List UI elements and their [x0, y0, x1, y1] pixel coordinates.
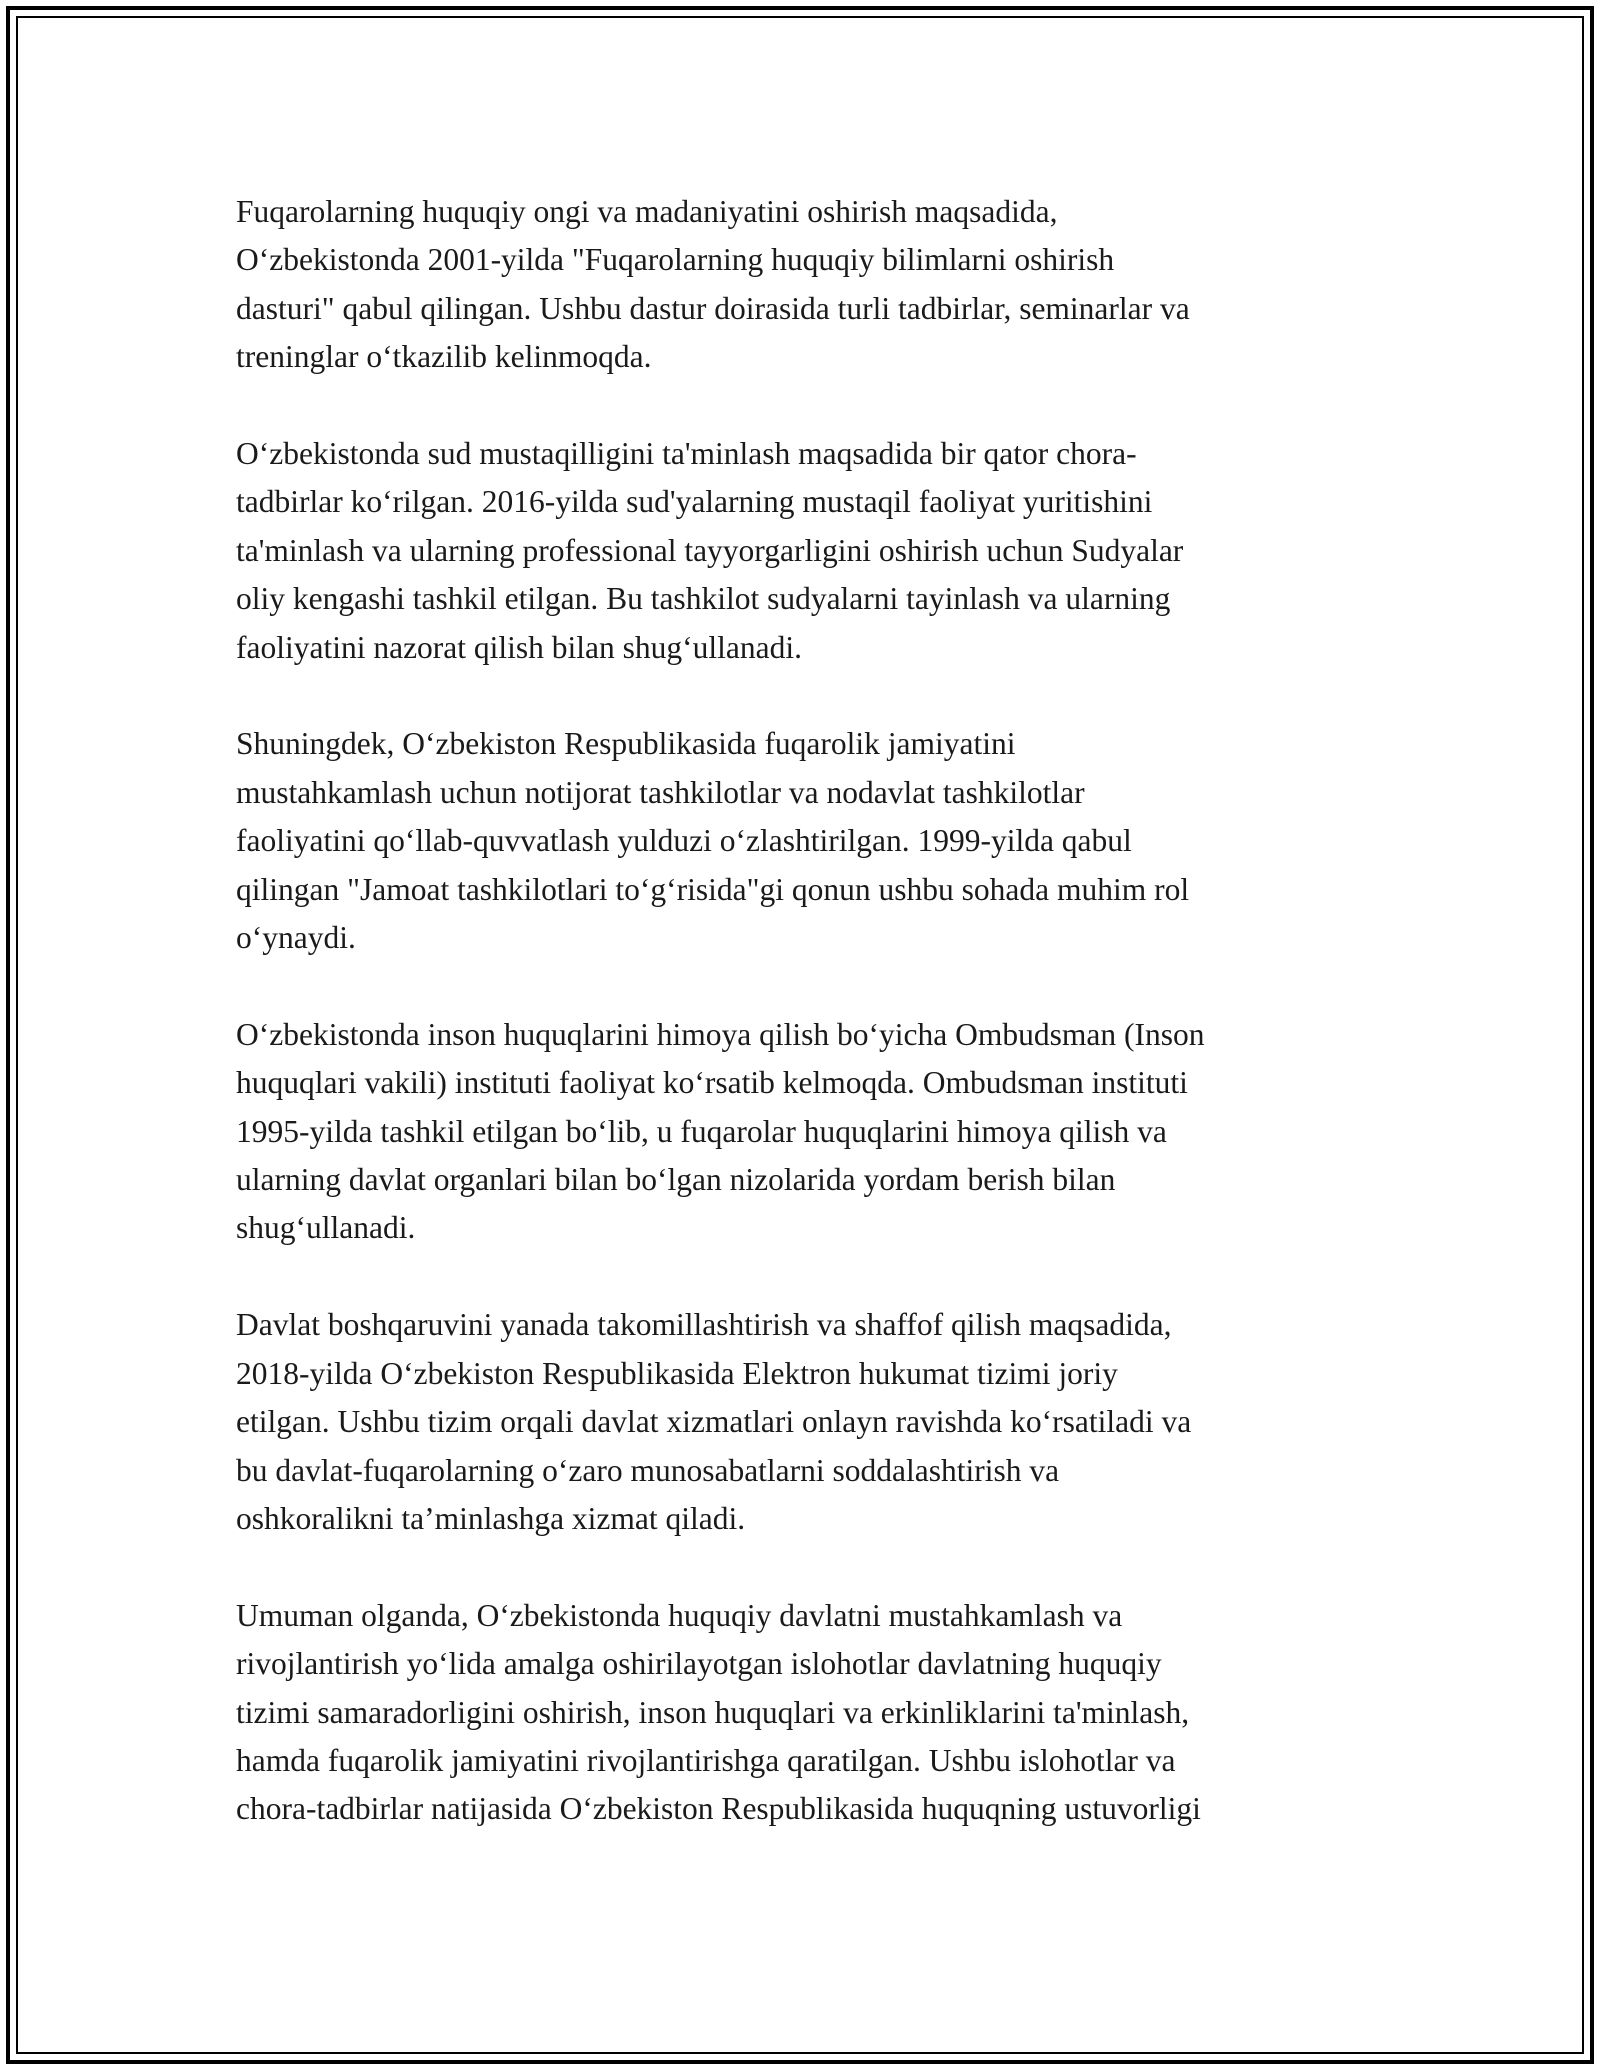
document-body — [236, 188, 1386, 1882]
paragraph-civil-society: Shuningdek, O‘zbekiston Respublikasida fuqarolik jamiyatini mustahkamlash uchun notijorat tashkilotlar va nodavlat tashkilotlar faoliyatini qo‘llab-quvvatlash yulduzi o‘zlashtirilgan. 1999-yilda qabul qilingan "Jamoat tashkilotlari to‘g‘risida"gi qonun ushbu sohada muhim rol o‘ynaydi. — [236, 726, 1190, 956]
paragraph-conclusion: Umuman olganda, O‘zbekistonda huquqiy davlatni mustahkamlash va rivojlantirish yo‘lida amalga oshirilayotgan islohotlar davlatning huquqiy tizimi samaradorligini oshirish, inson huquqlari va erkinliklarini ta'minlash, hamda fuqarolik jamiyatini rivojlantirishga qaratilgan. Ushbu islohotlar va chora-tadbirlar natijasida O‘zbekiston Respublikasida huquqning ustuvorligi — [236, 1597, 1201, 1827]
paragraph-e-government: Davlat boshqaruvini yanada takomillashtirish va shaffof qilish maqsadida, 2018-yilda O‘zbekiston Respublikasida Elektron hukumat tizimi joriy etilgan. Ushbu tizim orqali davlat xizmatlari onlayn ravishda ko‘rsatiladi va bu davlat-fuqarolarning o‘zaro munosabatlarni soddalashtirish va oshkoralikni ta’minlashga xizmat qiladi. — [236, 1307, 1192, 1536]
paragraph-ombudsman: O‘zbekistonda inson huquqlarini himoya qilish bo‘yicha Ombudsman (Inson huquqlari vakili) instituti faoliyat ko‘rsatib kelmoqda. Ombudsman instituti 1995-yilda tashkil etilgan bo‘lib, u fuqarolar huquqlarini himoya qilish va ularning davlat organlari bilan bo‘lgan nizolarida yordam berish bilan shug‘ullanadi. — [236, 1016, 1205, 1246]
paragraph-legal-awareness: Fuqarolarning huquqiy ongi va madaniyatini oshirish maqsadida, O‘zbekistonda 2001-yilda "Fuqarolarning huquqiy bilimlarni oshirish dasturi" qabul qilingan. Ushbu dastur doirasida turli tadbirlar, seminarlar va treninglar o‘tkazilib kelinmoqda. — [236, 194, 1190, 375]
paragraph-judicial-independence: O‘zbekistonda sud mustaqilligini ta'minlash maqsadida bir qator chora- tadbirlar ko‘rilgan. 2016-yilda sud'yalarning mustaqil faoliyat yuritishini ta'minlash va ularning professional tayyorgarligini oshirish uchun Sudyalar oliy kengashi tashkil etilgan. Bu tashkilot sudyalarni tayinlash va ularning faoliyatini nazorat qilish bilan shug‘ullanadi. — [236, 436, 1184, 665]
